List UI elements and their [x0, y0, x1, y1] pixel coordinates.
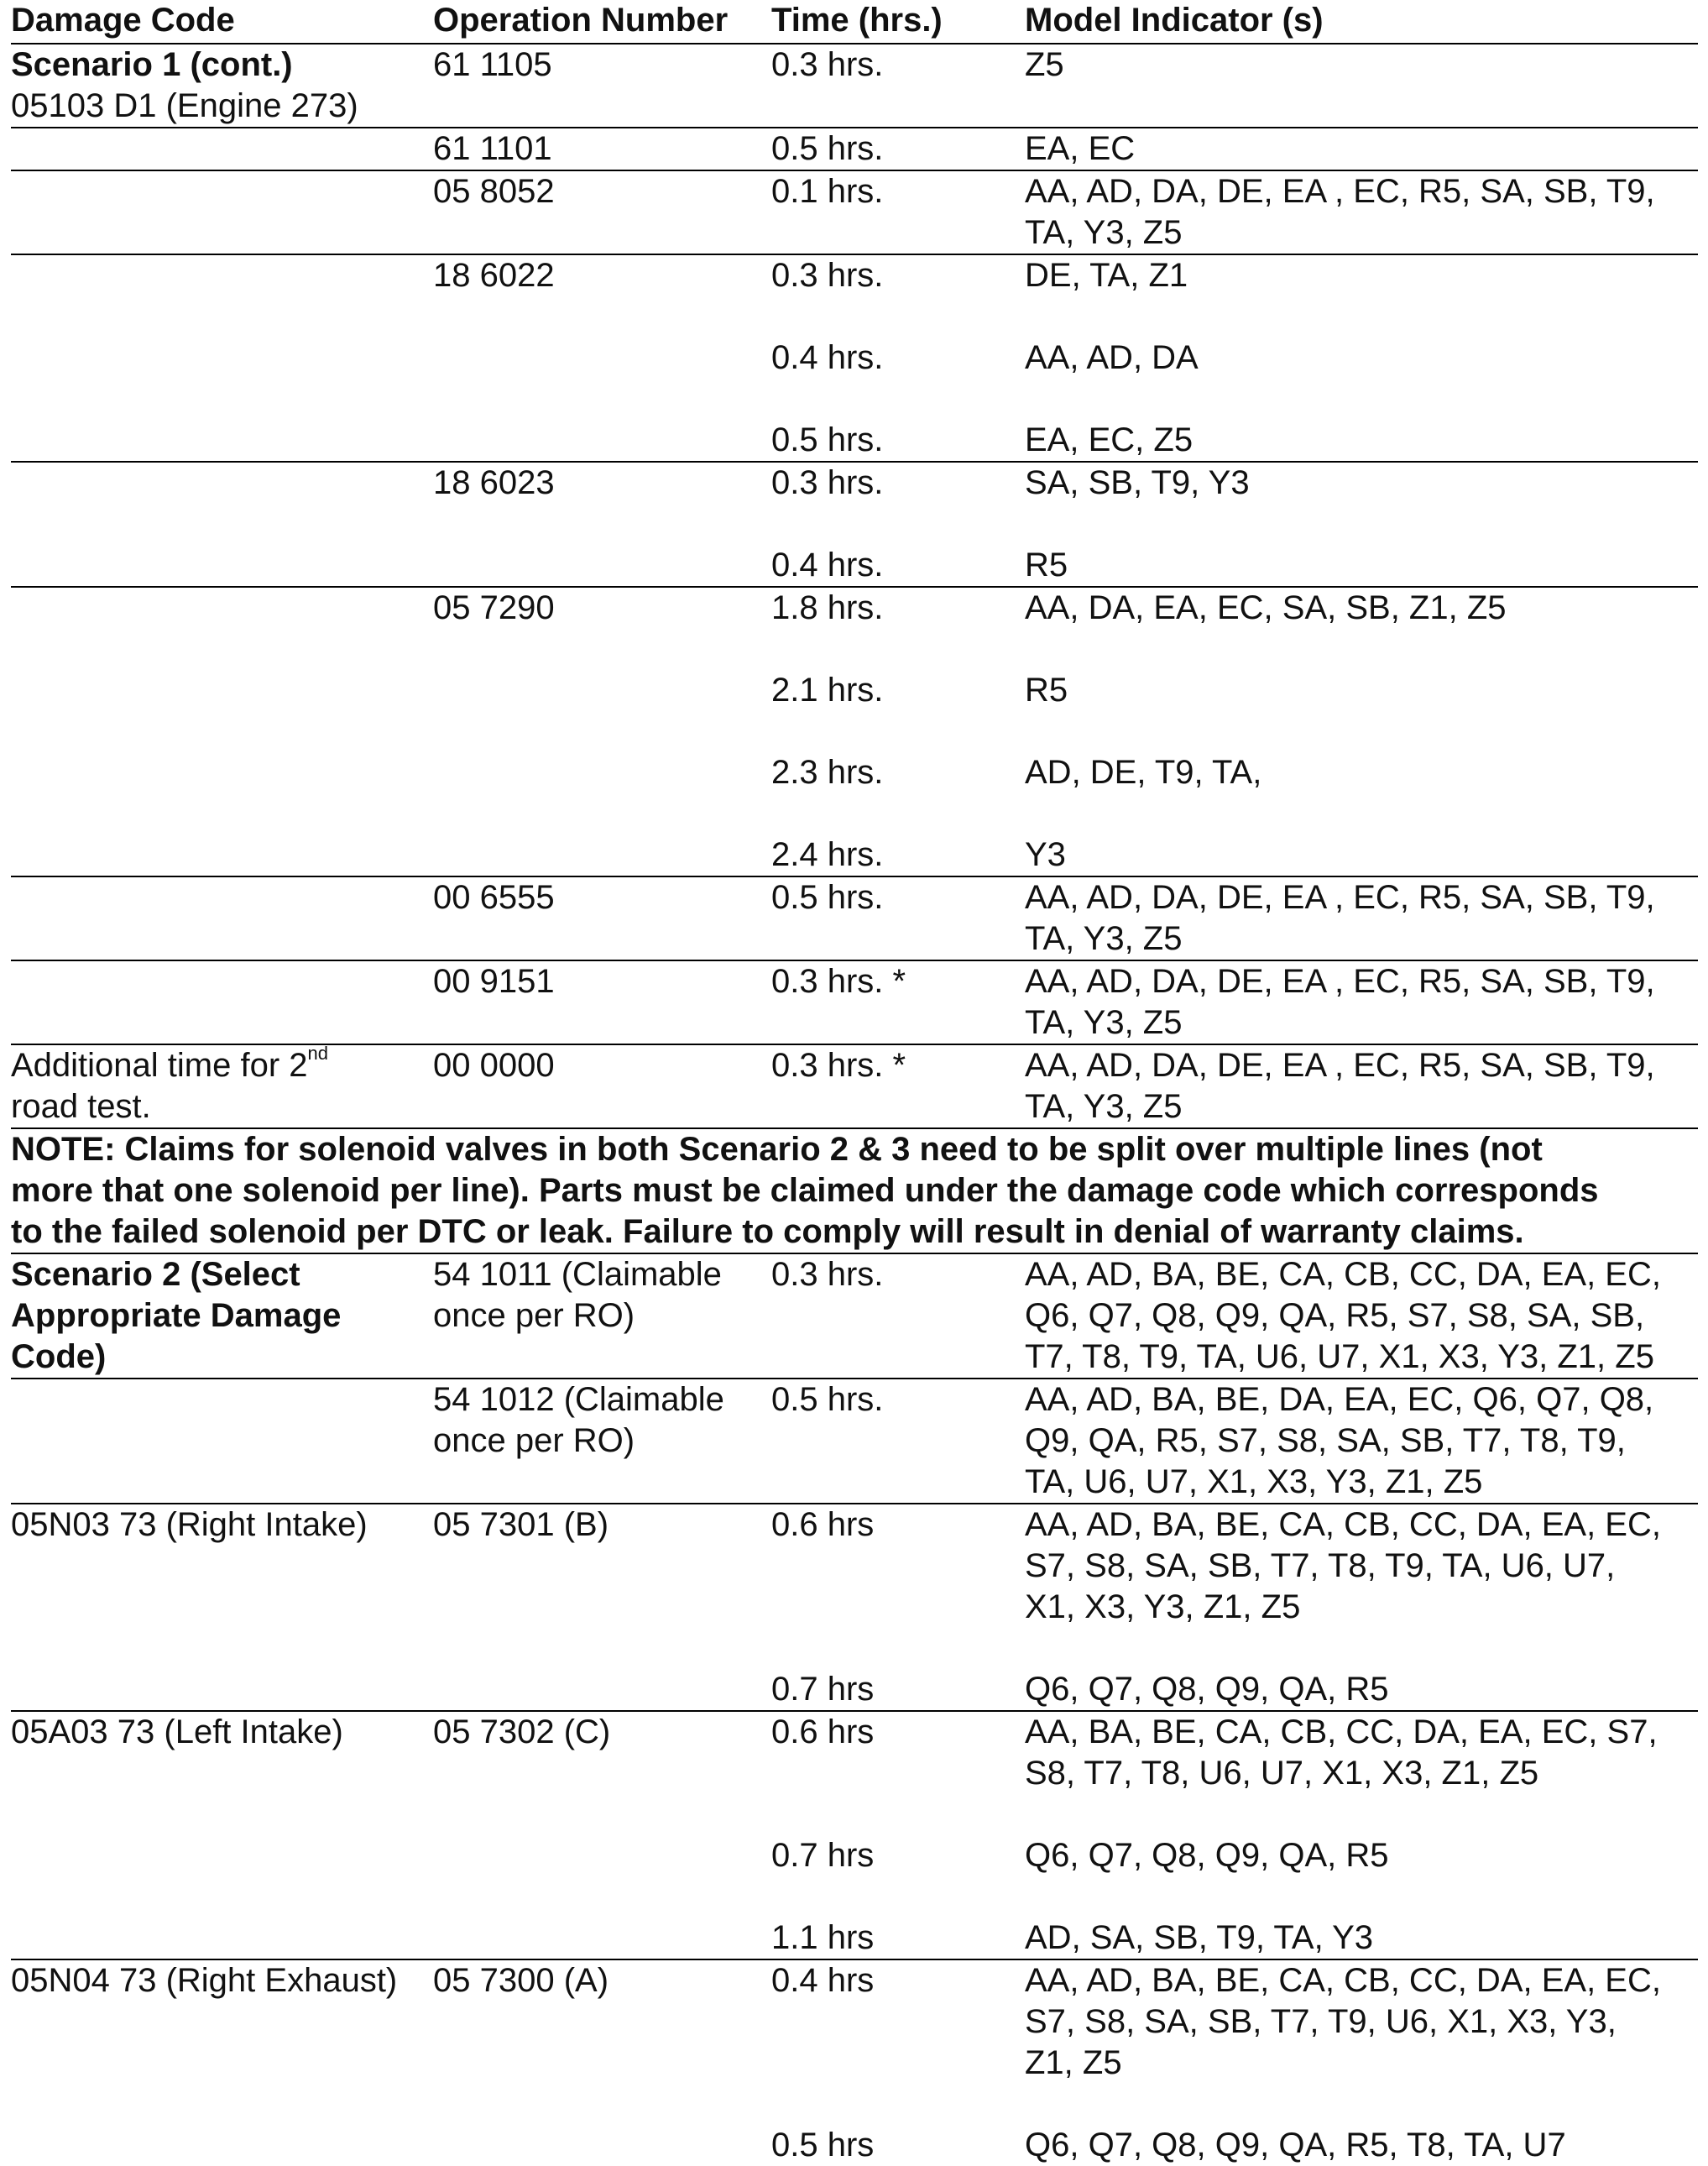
model-line: TA, U6, U7, X1, X3, Y3, Z1, Z5: [1025, 1463, 1483, 1500]
model-indicators: [1025, 254, 1698, 462]
op-line: once per RO): [433, 1422, 635, 1459]
model-line: AA, DA, EA, EC, SA, SB, Z1, Z5: [1025, 589, 1507, 626]
model-line: Y3: [1025, 836, 1066, 873]
header-model-indicator: Model Indicator (s): [1025, 0, 1698, 44]
operation-number: 05 7290: [433, 587, 771, 876]
time-value: 0.4 hrs.: [771, 547, 884, 583]
model-indicators: [1025, 462, 1698, 587]
model-line: TA, Y3, Z5: [1025, 1004, 1183, 1041]
model-line: TA, Y3, Z5: [1025, 920, 1183, 957]
operation-number: 18 6023: [433, 462, 771, 587]
time-value: 1.1 hrs: [771, 1919, 875, 1956]
operation-number: 00 6555: [433, 876, 771, 960]
model-line: T7, T8, T9, TA, U6, U7, X1, X3, Y3, Z1, Z5: [1025, 1338, 1654, 1375]
table-row: [11, 1253, 1698, 1379]
table-header-row: [11, 0, 1698, 44]
time-value: 0.4 hrs.: [771, 339, 884, 376]
damage-code-empty: [11, 462, 433, 587]
model-line: S8, T7, T8, U6, U7, X1, X3, Z1, Z5: [1025, 1755, 1539, 1792]
model-line: SA, SB, T9, Y3: [1025, 464, 1250, 501]
table-row: [11, 587, 1698, 876]
time-values: [771, 462, 1025, 587]
model-line: AA, BA, BE, CA, CB, CC, DA, EA, EC, S7,: [1025, 1713, 1658, 1750]
time-values: [771, 587, 1025, 876]
time-value: 2.3 hrs.: [771, 754, 884, 791]
header-time: Time (hrs.): [771, 0, 1025, 44]
operation-number: 00 9151: [433, 960, 771, 1044]
operation-number: 00 0000: [433, 1044, 771, 1128]
operation-number: 05 7302 (C): [433, 1711, 771, 1959]
time-value: 0.6 hrs: [771, 1713, 875, 1750]
model-indicators: [1025, 1379, 1698, 1504]
model-line: R5: [1025, 547, 1068, 583]
op-line: 54 1012 (Claimable: [433, 1381, 724, 1418]
note-line: more that one solenoid per line). Parts must be claimed under the damage code which corresponds: [11, 1172, 1599, 1209]
additional-time-label: [11, 1042, 433, 1086]
model-indicators: [1025, 876, 1698, 960]
time-value: 0.3 hrs. *: [771, 1044, 1025, 1128]
model-indicators: [1025, 1959, 1698, 2166]
time-value: 0.5 hrs.: [771, 1379, 1025, 1504]
model-indicators: [1025, 170, 1698, 254]
model-line: AA, AD, BA, BE, CA, CB, CC, DA, EA, EC,: [1025, 1962, 1661, 1999]
time-value: 0.3 hrs.: [771, 257, 884, 294]
table-row: [11, 44, 1698, 128]
warranty-labor-table-document: [11, 0, 1698, 2166]
model-line: Z1, Z5: [1025, 2044, 1122, 2081]
time-value: 2.1 hrs.: [771, 672, 884, 709]
time-values: [771, 1959, 1025, 2166]
note-line: to the failed solenoid per DTC or leak. Failure to comply will result in denial of warranty claims.: [11, 1213, 1524, 1250]
damage-code: 05A03 73 (Left Intake): [11, 1711, 433, 1959]
time-value: 0.5 hrs: [771, 2127, 875, 2163]
table-row: [11, 876, 1698, 960]
time-value: 2.4 hrs.: [771, 836, 884, 873]
time-value: 0.4 hrs: [771, 1962, 875, 1999]
model-line: AA, AD, DA, DE, EA , EC, R5, SA, SB, T9,: [1025, 963, 1655, 1000]
model-line: Q6, Q7, Q8, Q9, QA, R5: [1025, 1671, 1389, 1708]
damage-code-empty: [11, 587, 433, 876]
time-values: [771, 254, 1025, 462]
model-line: AA, AD, DA, DE, EA , EC, R5, SA, SB, T9,: [1025, 173, 1655, 210]
time-value: 0.1 hrs.: [771, 170, 1025, 254]
damage-code: 05N04 73 (Right Exhaust): [11, 1962, 398, 1999]
model-indicators: [1025, 587, 1698, 876]
op-line: 54 1011 (Claimable: [433, 1256, 722, 1293]
time-values: [771, 1711, 1025, 1959]
label-text: Additional time for 2: [11, 1047, 308, 1084]
table-row: [11, 1504, 1698, 1711]
scenario1-damage-code: [11, 44, 433, 128]
model-line: Q6, Q7, Q8, Q9, QA, R5, T8, TA, U7: [1025, 2127, 1566, 2163]
model-line: AA, AD, DA, DE, EA , EC, R5, SA, SB, T9,: [1025, 1047, 1655, 1084]
table-row: [11, 1044, 1698, 1128]
damage-code-empty: [11, 876, 433, 960]
header-operation-number: Operation Number: [433, 0, 771, 44]
table-row: [11, 1959, 1698, 2166]
table-row: [11, 170, 1698, 254]
label-text: road test.: [11, 1088, 151, 1125]
model-line: Q6, Q7, Q8, Q9, QA, R5, S7, S8, SA, SB,: [1025, 1297, 1645, 1334]
model-line: AA, AD, BA, BE, CA, CB, CC, DA, EA, EC,: [1025, 1506, 1661, 1543]
damage-code-empty: [11, 1379, 433, 1504]
model-line: AA, AD, DA: [1025, 339, 1199, 376]
time-value: 0.5 hrs.: [771, 128, 1025, 170]
operation-number: 61 1101: [433, 128, 771, 170]
operation-number: 05 7300 (A): [433, 1962, 609, 1999]
damage-code-empty: [11, 128, 433, 170]
operation-number: 05 7301 (B): [433, 1504, 771, 1711]
note-line: NOTE: Claims for solenoid valves in both Scenario 2 & 3 need to be split over multiple lines (not: [11, 1131, 1543, 1168]
model-line: R5: [1025, 672, 1068, 709]
model-indicators: [1025, 1253, 1698, 1379]
scenario1-title: Scenario 1 (cont.): [11, 46, 293, 83]
operation-number: 18 6022: [433, 254, 771, 462]
damage-code: 05N03 73 (Right Intake): [11, 1504, 433, 1711]
model-line: AA, AD, BA, BE, DA, EA, EC, Q6, Q7, Q8,: [1025, 1381, 1654, 1418]
model-indicators: Z5: [1025, 44, 1698, 128]
damage-code-empty: [11, 960, 433, 1044]
time-values: [771, 1504, 1025, 1711]
time-value: 0.3 hrs.: [771, 1253, 1025, 1379]
title-line: Appropriate Damage: [11, 1297, 342, 1334]
model-line: Q6, Q7, Q8, Q9, QA, R5: [1025, 1837, 1389, 1874]
time-value: 0.6 hrs: [771, 1506, 875, 1543]
solenoid-claim-note: [11, 1128, 1698, 1253]
model-line: EA, EC, Z5: [1025, 421, 1194, 458]
table-row: [11, 1379, 1698, 1504]
operation-number: 61 1105: [433, 44, 771, 128]
scenario1-subtitle: 05103 D1 (Engine 273): [11, 87, 358, 124]
operation-number: [433, 1379, 771, 1504]
header-damage-code: Damage Code: [11, 0, 433, 44]
damage-code-empty: [11, 170, 433, 254]
operation-number: 05 8052: [433, 170, 771, 254]
model-indicators: [1025, 1504, 1698, 1711]
model-line: DE, TA, Z1: [1025, 257, 1188, 294]
damage-code-additional-time: [11, 1044, 433, 1128]
time-value: 0.7 hrs: [771, 1671, 875, 1708]
model-line: Q9, QA, R5, S7, S8, SA, SB, T7, T8, T9,: [1025, 1422, 1626, 1459]
model-line: S7, S8, SA, SB, T7, T9, U6, X1, X3, Y3,: [1025, 2003, 1617, 2040]
damage-code-empty: [11, 254, 433, 462]
model-line: AA, AD, BA, BE, CA, CB, CC, DA, EA, EC,: [1025, 1256, 1661, 1293]
model-line: TA, Y3, Z5: [1025, 214, 1183, 251]
scenario2-title: [11, 1253, 433, 1379]
title-line: Scenario 2 (Select: [11, 1256, 300, 1293]
op-line: once per RO): [433, 1297, 635, 1334]
model-line: X1, X3, Y3, Z1, Z5: [1025, 1588, 1301, 1625]
table-row: [11, 254, 1698, 462]
model-line: S7, S8, SA, SB, T7, T8, T9, TA, U6, U7,: [1025, 1547, 1616, 1584]
table-row: [11, 128, 1698, 170]
time-value: 0.5 hrs.: [771, 876, 1025, 960]
table-row: [11, 960, 1698, 1044]
model-line: AD, SA, SB, T9, TA, Y3: [1025, 1919, 1373, 1956]
model-line: TA, Y3, Z5: [1025, 1088, 1183, 1125]
title-line: Code): [11, 1338, 107, 1375]
model-indicators: [1025, 1044, 1698, 1128]
model-indicators: [1025, 1711, 1698, 1959]
labor-operations-table: [11, 0, 1698, 2166]
model-line: AD, DE, T9, TA,: [1025, 754, 1262, 791]
time-value: 0.3 hrs.: [771, 464, 884, 501]
table-row: [11, 462, 1698, 587]
operation-number: [433, 1253, 771, 1379]
time-value: 1.8 hrs.: [771, 589, 884, 626]
time-value: 0.3 hrs. *: [771, 960, 1025, 1044]
model-indicators: [1025, 960, 1698, 1044]
time-value: 0.5 hrs.: [771, 421, 884, 458]
ordinal-suffix: nd: [307, 1042, 328, 1064]
note-row: [11, 1128, 1698, 1253]
table-row: [11, 1711, 1698, 1959]
time-value: 0.7 hrs: [771, 1837, 875, 1874]
model-indicators: EA, EC: [1025, 128, 1698, 170]
time-value: 0.3 hrs.: [771, 44, 1025, 128]
model-line: AA, AD, DA, DE, EA , EC, R5, SA, SB, T9,: [1025, 879, 1655, 916]
